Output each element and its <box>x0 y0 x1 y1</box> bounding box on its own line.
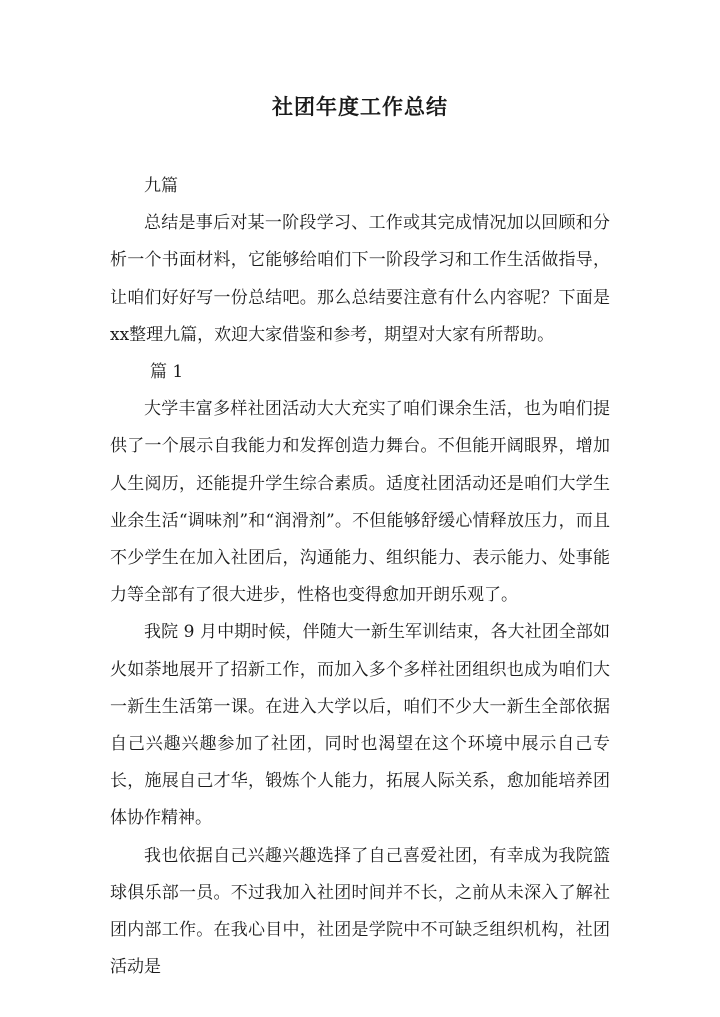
subtitle-paragraph: 九篇 <box>144 176 178 196</box>
body-paragraph: 大学丰富多样社团活动大大充实了咱们课余生活，也为咱们提供了一个展示自我能力和发挥创造力舞台。不但能开阔眼界，增加人生阅历，还能提升学生综合素质。适度社团活动还是咱们大学生业余生活“调味剂”和“润滑剂”。不但能够舒缓心情释放压力，而且不少学生在加入社团后，沟通能力、组织能力、表示能力、处事能力等全部有了很大进步，性格也变得愈加开朗乐观了。 <box>110 399 610 606</box>
body-paragraph: 我院 9 月中期时候，伴随大一新生军训结束，各大社团全部如火如荼地展开了招新工作，而加入多个多样社团组织也成为咱们大一新生生活第一课。在进入大学以后，咱们不少大一新生全部依据自己兴趣兴趣参加了社团，同时也渴望在这个环境中展示自己专长，施展自己才华，锻炼个人能力，拓展人际关系，愈加能培养团体协作精神。 <box>110 622 610 829</box>
intro-paragraph: 总结是事后对某一阶段学习、工作或其完成情况加以回顾和分析一个书面材料，它能够给咱们下一阶段学习和工作生活做指导，让咱们好好写一份总结吧。那么总结要注意有什么内容呢？下面是xx整理九篇，欢迎大家借鉴和参考，期望对大家有所帮助。 <box>110 213 610 345</box>
document-body <box>110 168 610 986</box>
document-title: 社团年度工作总结 <box>272 94 448 119</box>
body-paragraph: 我也依据自己兴趣兴趣选择了自己喜爱社团，有幸成为我院篮球俱乐部一员。不过我加入社团时间并不长，之前从未深入了解社团内部工作。在我心目中，社团是学院中不可缺乏组织机构，社团活动是 <box>110 845 610 978</box>
section-heading: 篇 1 <box>150 362 184 383</box>
